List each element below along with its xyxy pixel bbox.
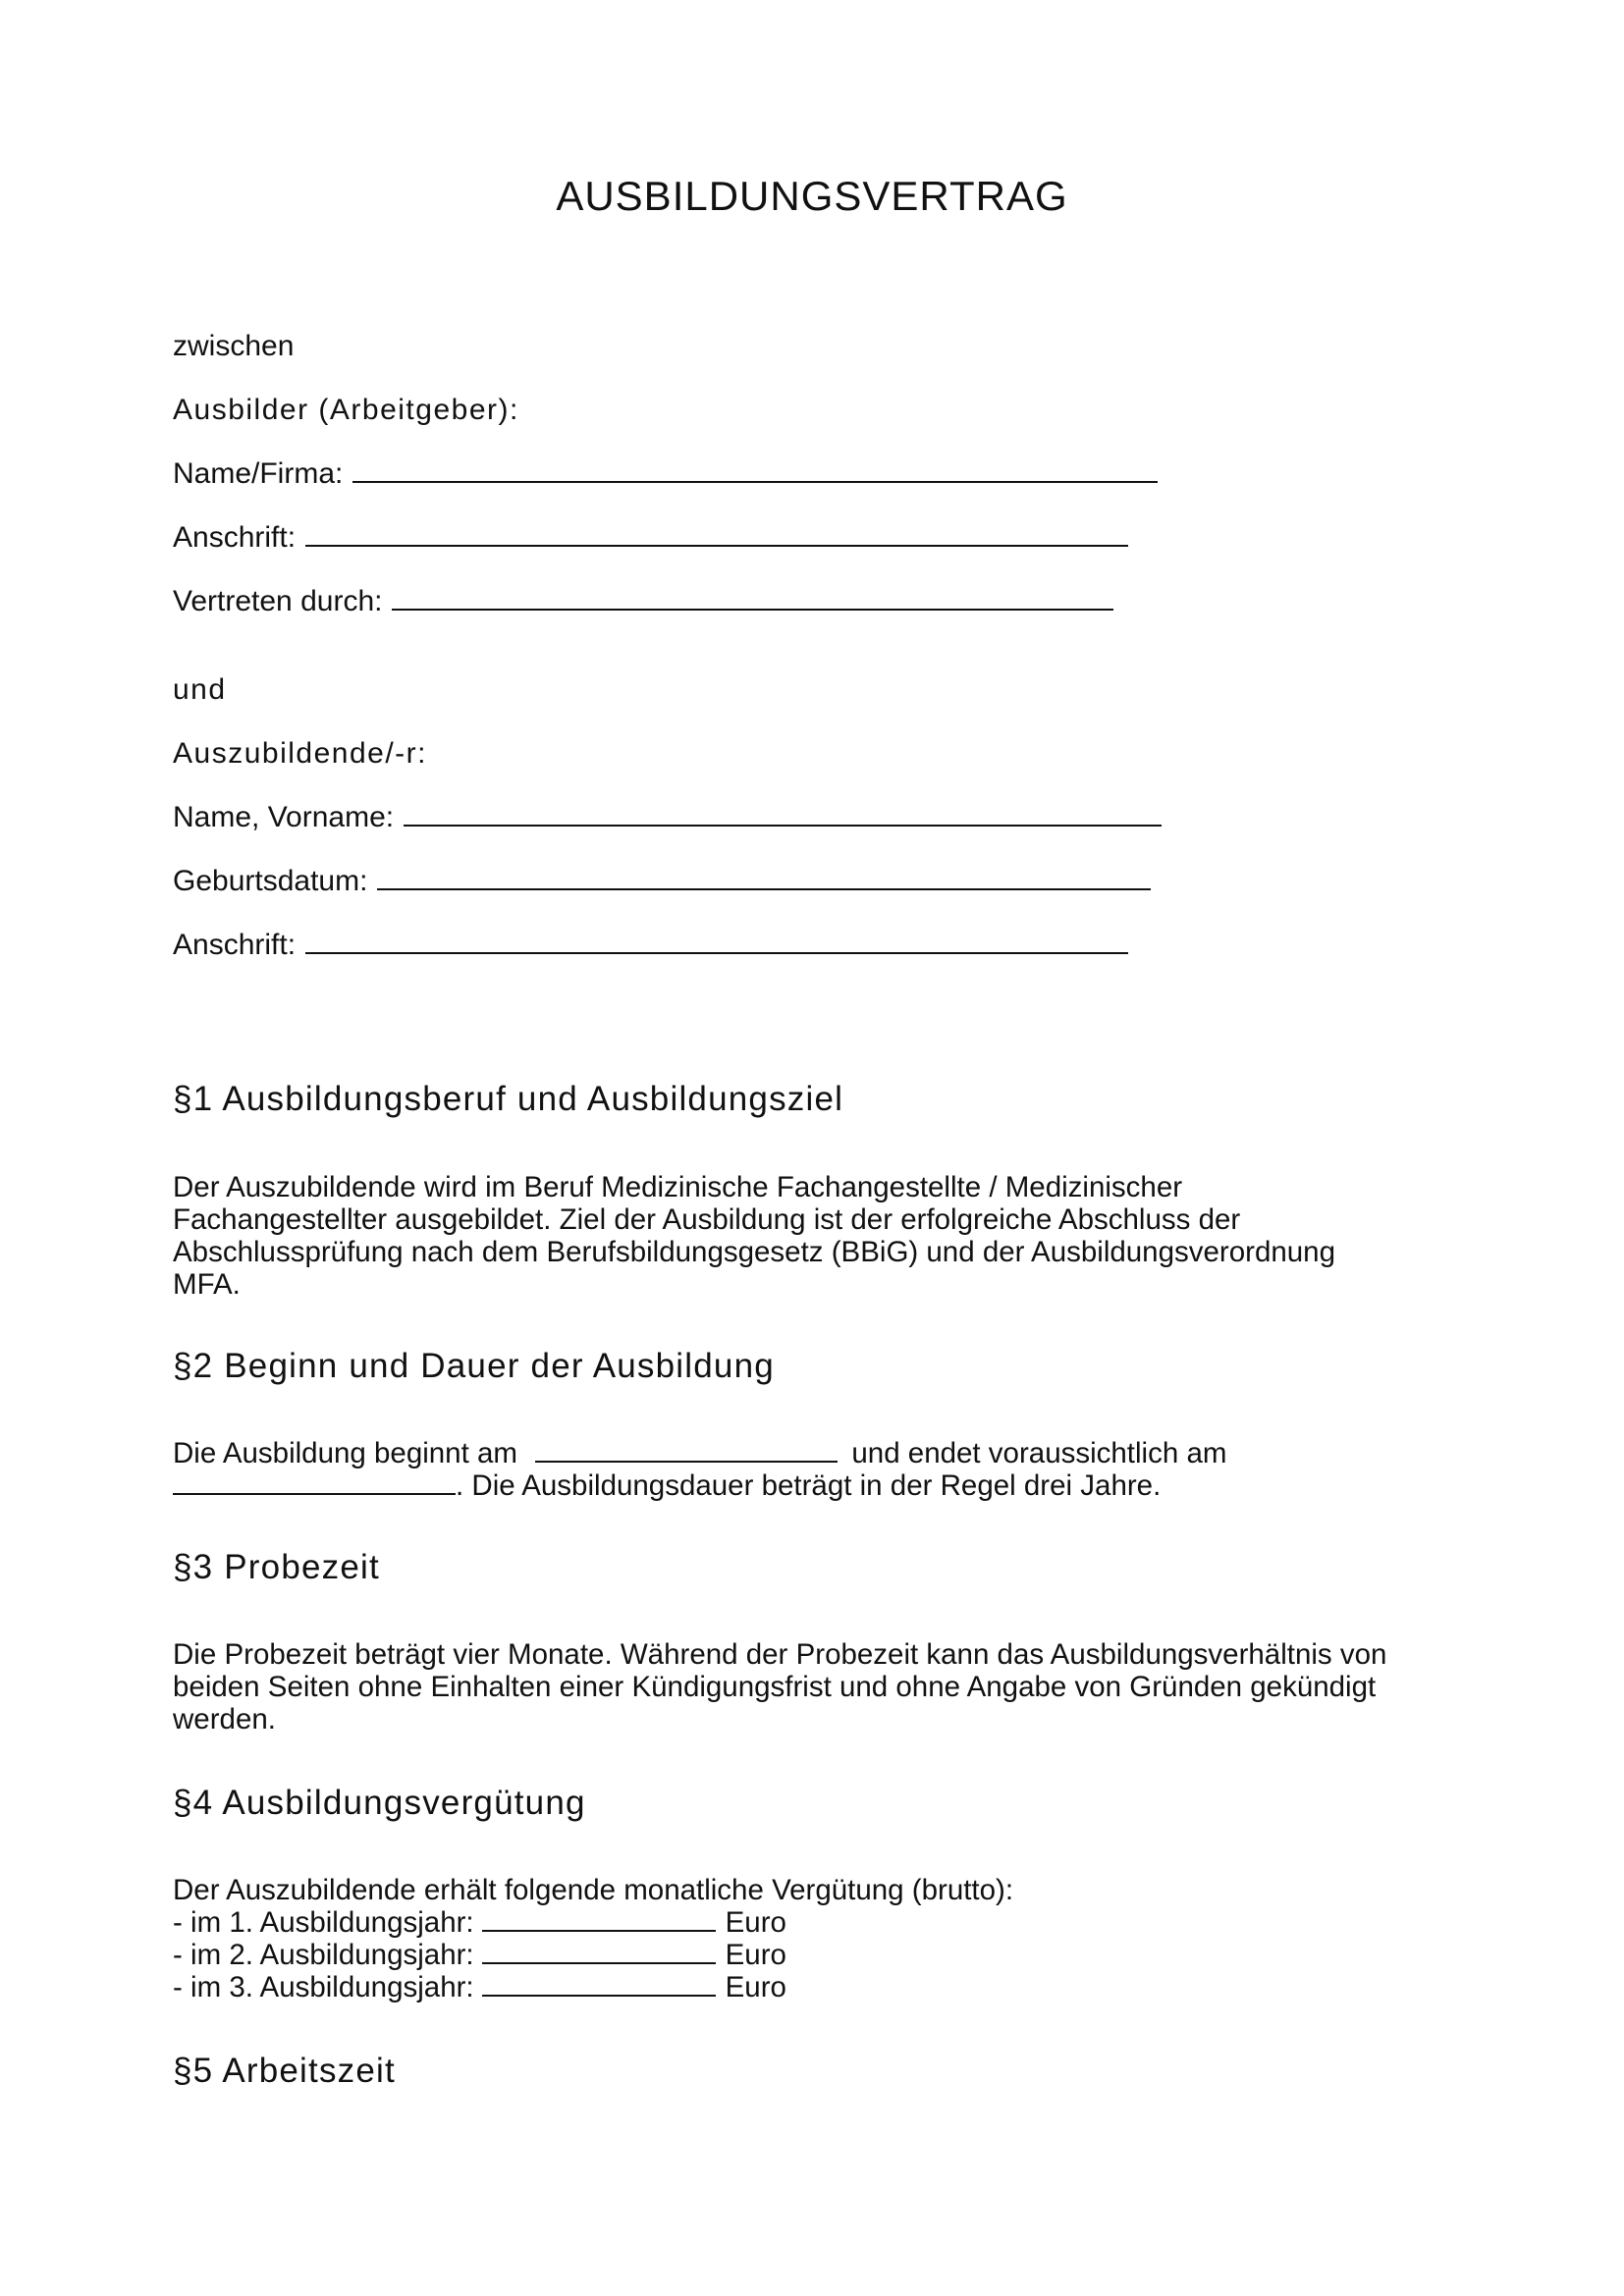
employer-address-label: Anschrift: <box>173 521 297 554</box>
and-label: und <box>173 673 227 706</box>
end-date-blank[interactable] <box>173 1469 456 1495</box>
employer-representative-field[interactable] <box>173 585 1113 618</box>
section-2-heading: §2 Beginn und Dauer der Ausbildung <box>173 1347 775 1385</box>
year-2-currency: Euro <box>725 1939 786 1971</box>
year-3-amount-blank[interactable] <box>482 1971 716 1997</box>
employer-address-blank[interactable] <box>305 521 1128 547</box>
duration-text: . Die Ausbildungsdauer beträgt in der Regel drei Jahre. <box>456 1469 1162 1502</box>
employer-representative-blank[interactable] <box>392 585 1113 611</box>
section-3-line: Die Probezeit beträgt vier Monate. Während der Probezeit kann das Ausbildungsverhältnis von <box>173 1638 1387 1671</box>
trainee-address-blank[interactable] <box>305 929 1128 954</box>
trainee-birthdate-field[interactable] <box>173 865 1151 898</box>
trainee-name-field[interactable] <box>173 801 1162 834</box>
section-2-line <box>173 1469 1469 1502</box>
remuneration-intro: Der Auszubildende erhält folgende monatliche Vergütung (brutto): <box>173 1874 1014 1906</box>
trainee-heading: Auszubildende/-r: <box>173 737 427 770</box>
year-2-label: - im 2. Ausbildungsjahr: <box>173 1939 474 1971</box>
start-date-label: Die Ausbildung beginnt am <box>173 1437 517 1469</box>
section-1-line: Fachangestellter ausgebildet. Ziel der Ausbildung ist der erfolgreiche Abschluss der <box>173 1203 1241 1236</box>
section-3-line: werden. <box>173 1703 276 1735</box>
trainee-birthdate-blank[interactable] <box>377 865 1151 890</box>
section-3-heading: §3 Probezeit <box>173 1548 380 1586</box>
end-date-label: und endet voraussichtlich am <box>851 1437 1227 1469</box>
year-1-amount-blank[interactable] <box>482 1906 716 1932</box>
section-2-line <box>173 1437 1469 1469</box>
employer-heading: Ausbilder (Arbeitgeber): <box>173 394 519 426</box>
year-1-label: - im 1. Ausbildungsjahr: <box>173 1906 474 1939</box>
section-5-heading: §5 Arbeitszeit <box>173 2052 396 2090</box>
year-3-pay-row <box>173 1971 1469 2003</box>
between-label: zwischen <box>173 330 295 362</box>
section-4-text <box>173 1874 1469 2003</box>
year-2-amount-blank[interactable] <box>482 1939 716 1964</box>
section-1-text <box>173 1171 1469 1301</box>
trainee-name-blank[interactable] <box>404 801 1162 827</box>
year-2-pay-row <box>173 1939 1469 1971</box>
section-3-text <box>173 1638 1469 1735</box>
section-2-text <box>173 1437 1469 1502</box>
trainee-address-field[interactable] <box>173 929 1128 962</box>
trainee-address-label: Anschrift: <box>173 929 297 961</box>
employer-representative-label: Vertreten durch: <box>173 585 383 617</box>
section-1-heading: §1 Ausbildungsberuf und Ausbildungsziel <box>173 1080 844 1118</box>
employer-name-label: Name/Firma: <box>173 457 344 490</box>
section-1-line: Der Auszubildende wird im Beruf Medizinische Fachangestellte / Medizinischer <box>173 1171 1183 1203</box>
document-title: AUSBILDUNGSVERTRAG <box>556 173 1068 219</box>
year-1-pay-row <box>173 1906 1469 1939</box>
section-1-line: MFA. <box>173 1268 241 1301</box>
trainee-name-label: Name, Vorname: <box>173 801 395 833</box>
year-1-currency: Euro <box>725 1906 786 1939</box>
employer-name-field[interactable] <box>173 457 1158 491</box>
section-4-heading: §4 Ausbildungsvergütung <box>173 1784 586 1822</box>
year-3-currency: Euro <box>725 1971 786 2003</box>
section-1-line: Abschlussprüfung nach dem Berufsbildungsgesetz (BBiG) und der Ausbildungsverordnung <box>173 1236 1335 1268</box>
employer-name-blank[interactable] <box>352 457 1158 483</box>
section-3-line: beiden Seiten ohne Einhalten einer Kündigungsfrist und ohne Angabe von Gründen gekündigt <box>173 1671 1377 1703</box>
employer-address-field[interactable] <box>173 521 1128 555</box>
start-date-blank[interactable] <box>535 1437 838 1463</box>
year-3-label: - im 3. Ausbildungsjahr: <box>173 1971 474 2003</box>
trainee-birthdate-label: Geburtsdatum: <box>173 865 368 897</box>
